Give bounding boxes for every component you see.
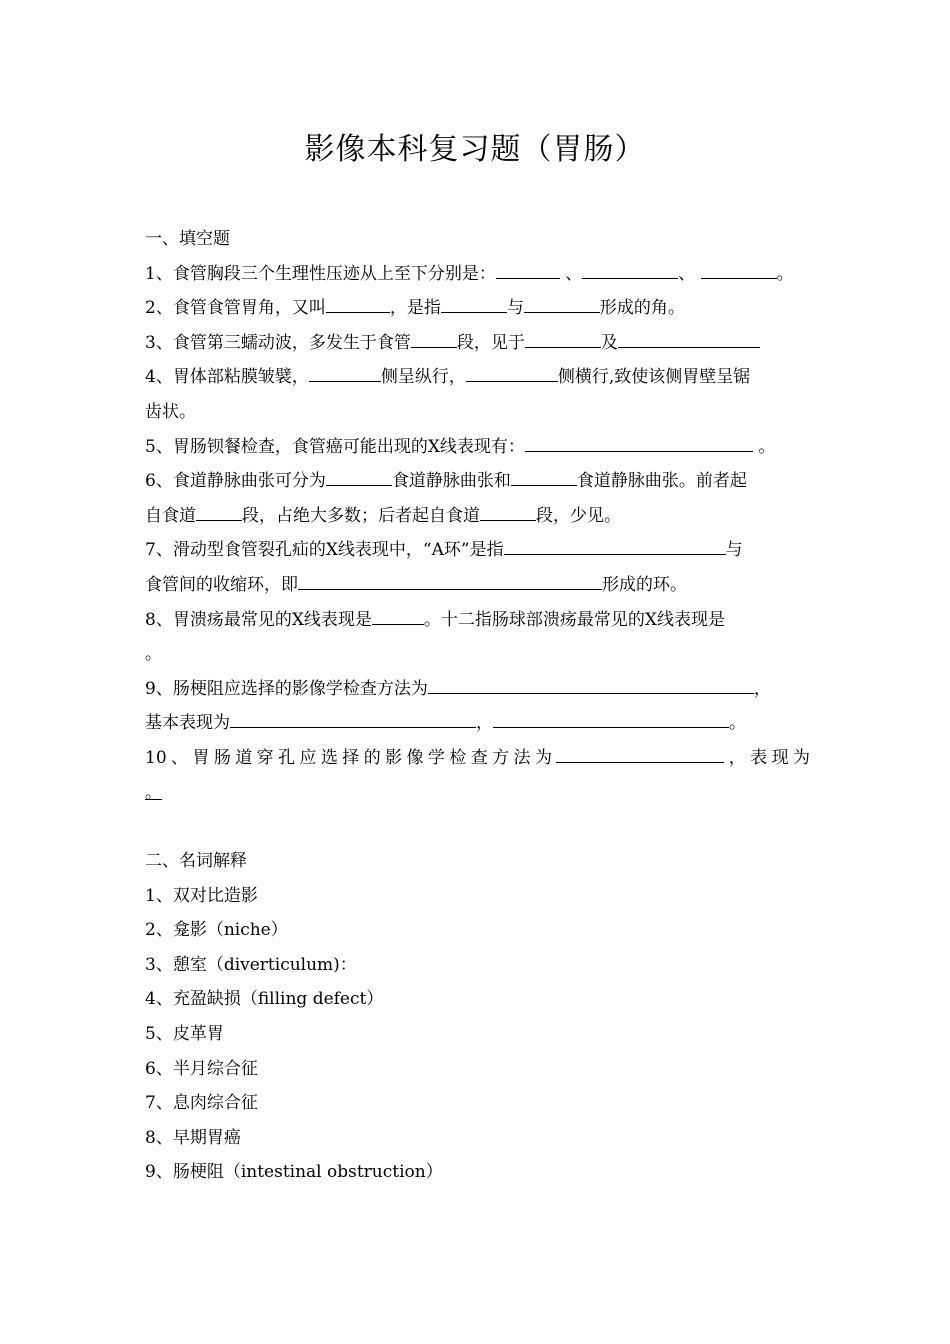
answer-blank[interactable] (493, 708, 729, 728)
worksheet-content (145, 222, 810, 1190)
question-6: 6、食道静脉曲张可分为 食道静脉曲张和 食道静脉曲张。前者起 (145, 464, 810, 499)
term-item: 6、半月综合征 (145, 1058, 258, 1079)
section-1-heading: 一、填空题 (145, 229, 230, 249)
answer-blank[interactable] (441, 293, 507, 313)
answer-blank[interactable] (525, 328, 601, 348)
answer-blank[interactable] (411, 328, 457, 348)
question-2: 2、食管食管胃角，又叫 ，是指 与 形成的角。 (145, 291, 810, 326)
question-3: 3、食管第三蠕动波，多发生于食管 段，见于 及 (145, 326, 810, 361)
answer-blank[interactable] (326, 293, 390, 313)
answer-blank[interactable] (428, 674, 754, 694)
term-item: 3、憩室（diverticulum)： (145, 954, 357, 975)
answer-blank[interactable] (511, 466, 577, 486)
question-8-cont: 。 (145, 644, 162, 665)
page-title: 影像本科复习题（胃肠） (304, 132, 646, 167)
answer-blank[interactable] (466, 362, 558, 382)
answer-blank[interactable] (496, 259, 560, 279)
term-item: 7、息肉综合征 (145, 1093, 258, 1114)
question-4-cont: 齿状。 (145, 401, 196, 422)
answer-blank[interactable] (525, 432, 753, 452)
answer-blank[interactable] (326, 466, 392, 486)
question-10: 10、胃肠道穿孔应选择的影像学检查方法为 ，表现为 (145, 741, 810, 776)
answer-blank[interactable] (480, 501, 536, 521)
answer-blank[interactable] (309, 362, 381, 382)
answer-blank[interactable] (618, 328, 760, 348)
answer-blank[interactable] (556, 743, 724, 763)
answer-blank[interactable] (230, 708, 476, 728)
answer-blank[interactable] (582, 259, 678, 279)
question-9: 9、肠梗阻应选择的影像学检查方法为 ， (145, 672, 810, 707)
section-2-heading: 二、名词解释 (145, 851, 247, 872)
question-5: 5、胃肠钡餐检查，食管癌可能出现的X线表现有： 。 (145, 430, 810, 465)
term-item: 5、皮革胃 (145, 1024, 224, 1045)
question-10-cont: 。 (145, 782, 162, 803)
term-item: 9、肠梗阻（intestinal obstruction） (145, 1162, 443, 1183)
answer-blank[interactable] (298, 570, 602, 590)
question-9-cont: 基本表现为 ， 。 (145, 706, 810, 741)
answer-blank[interactable] (196, 501, 242, 521)
term-item: 2、龛影（niche） (145, 920, 288, 941)
answer-blank[interactable] (524, 293, 600, 313)
answer-blank[interactable] (701, 259, 777, 279)
question-4: 4、胃体部粘膜皱襞， 侧呈纵行， 侧横行,致使该侧胃壁呈锯 (145, 360, 810, 395)
term-item: 4、充盈缺损（filling defect） (145, 989, 384, 1010)
question-8: 8、胃溃疡最常见的X线表现是 。十二指肠球部溃疡最常见的X线表现是 (145, 603, 810, 638)
term-item: 8、早期胃癌 (145, 1127, 241, 1148)
answer-blank[interactable] (504, 535, 726, 555)
term-item: 1、双对比造影 (145, 885, 258, 906)
answer-blank[interactable] (372, 605, 424, 625)
question-1: 1、食管胸段三个生理性压迹从上至下分别是： 、 、 。 (145, 257, 810, 292)
question-7-cont: 食管间的收缩环，即 形成的环。 (145, 568, 810, 603)
question-7: 7、滑动型食管裂孔疝的X线表现中，“A环”是指 与 (145, 533, 810, 568)
question-6-cont: 自食道 段，占绝大多数；后者起自食道 段，少见。 (145, 499, 810, 534)
